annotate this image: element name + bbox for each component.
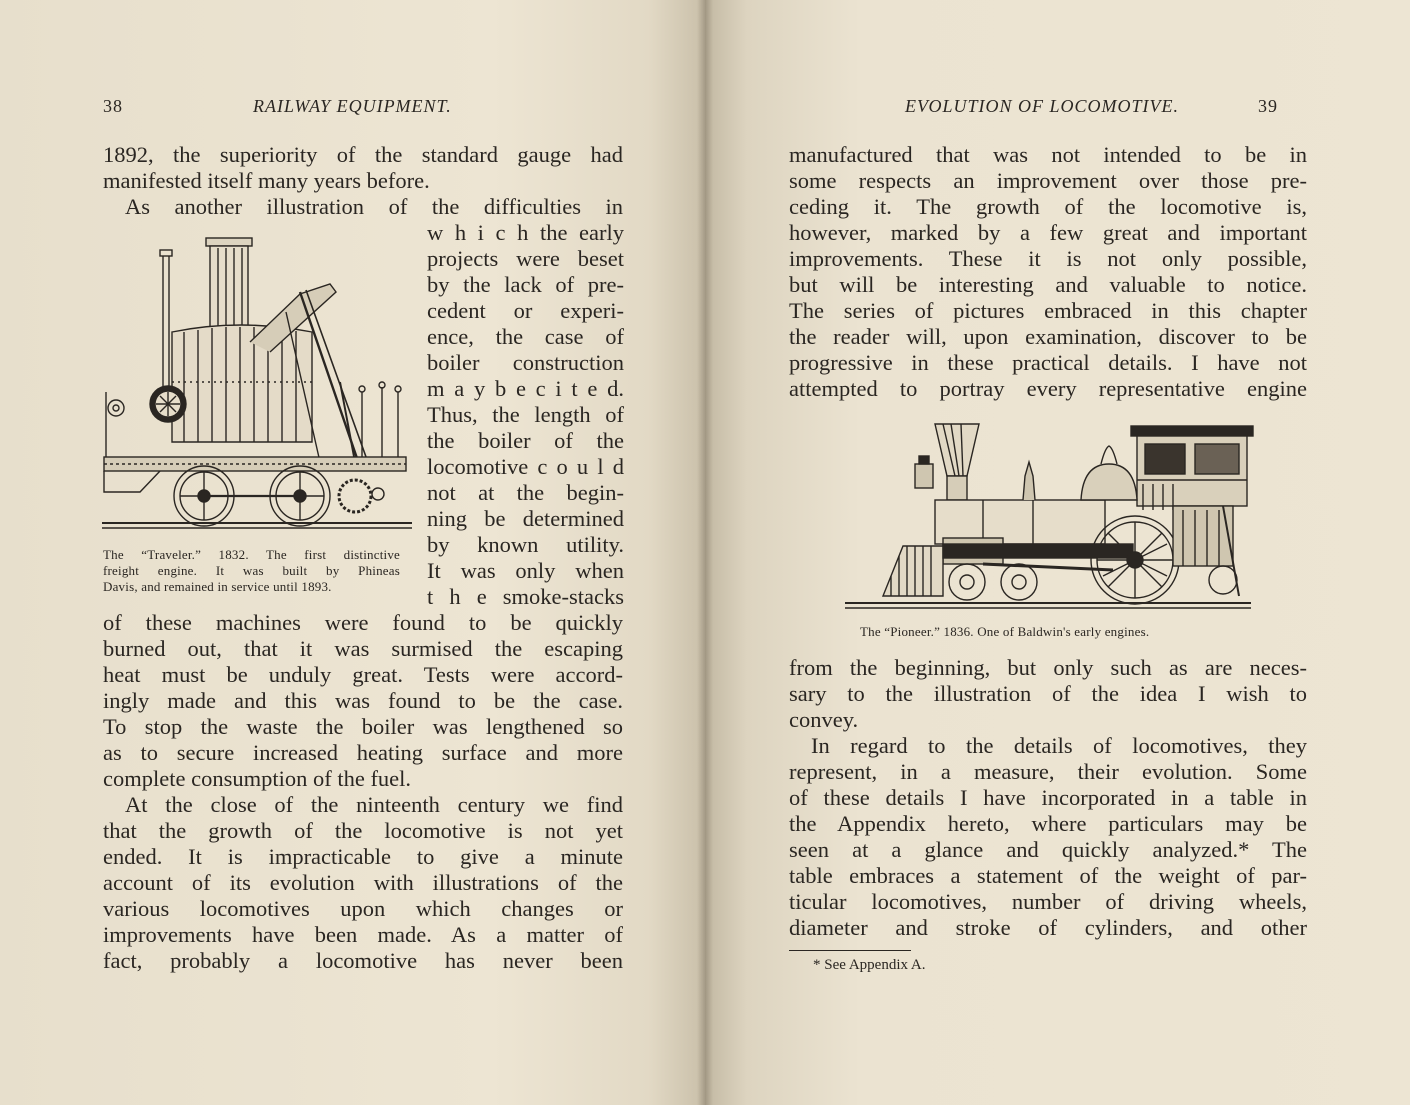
- right-page: [705, 0, 1410, 1105]
- right-text-top: [789, 142, 1307, 402]
- pioneer-engine-image: [843, 420, 1255, 615]
- text-line: As another illustration of the difficulties in: [125, 194, 623, 219]
- text-line: In regard to the details of locomotives, they: [811, 733, 1307, 758]
- text-line: convey.: [789, 707, 859, 732]
- text-line: table embraces a statement of the weight of par-: [789, 863, 1307, 888]
- pioneer-engraving: [843, 420, 1255, 615]
- right-page-number: 39: [1258, 96, 1278, 116]
- text-line: the boiler of the: [427, 428, 624, 453]
- text-line: heat must be unduly great. Tests were accord-: [103, 662, 623, 687]
- text-line: Thus, the length of: [427, 402, 624, 427]
- text-line: the Appendix hereto, where particulars may be: [789, 811, 1307, 836]
- text-line: attempted to portray every representative engine: [789, 376, 1307, 401]
- text-line: represent, in a measure, their evolution. Some: [789, 759, 1307, 784]
- text-line: that the growth of the locomotive is not yet: [103, 818, 623, 843]
- text-line: m a y b e c i t e d.: [427, 376, 624, 401]
- footnote-rule: [789, 950, 911, 951]
- text-line: sary to the illustration of the idea I wish to: [789, 681, 1307, 706]
- text-line: At the close of the ninteenth century we find: [125, 792, 623, 817]
- text-line: seen at a glance and quickly analyzed.* The: [789, 837, 1307, 862]
- text-line: improvements have been made. As a matter of: [103, 922, 623, 947]
- text-line: but will be interesting and valuable to notice.: [789, 272, 1307, 297]
- text-line: ingly made and this was found to be the case.: [103, 688, 623, 713]
- text-line: It was only when: [427, 558, 624, 583]
- text-line: the reader will, upon examination, discover to be: [789, 324, 1307, 349]
- text-line: complete consumption of the fuel.: [103, 766, 412, 791]
- caption-line: The “Traveler.” 1832. The first distinctive: [103, 547, 400, 562]
- left-page-number: 38: [103, 96, 123, 116]
- footnote: * See Appendix A.: [813, 957, 926, 973]
- text-line: some respects an improvement over those pre-: [789, 168, 1307, 193]
- text-line: locomotive c o u l d: [427, 454, 624, 479]
- text-line: ticular locomotives, number of driving wheels,: [789, 889, 1307, 914]
- text-line: various locomotives upon which changes or: [103, 896, 623, 921]
- text-line: burned out, that it was surmised the escaping: [103, 636, 623, 661]
- pioneer-caption: The “Pioneer.” 1836. One of Baldwin's early engines.: [860, 624, 1150, 639]
- text-line: t h e smoke-stacks: [427, 584, 624, 609]
- text-line: 1892, the superiority of the standard gauge had: [103, 142, 623, 167]
- text-line: w h i c h the early: [427, 220, 624, 245]
- text-line: of these details I have incorporated in a table in: [789, 785, 1307, 810]
- text-line: fact, probably a locomotive has never been: [103, 948, 623, 973]
- caption-line: freight engine. It was built by Phineas: [103, 563, 400, 578]
- text-line: as to secure increased heating surface and more: [103, 740, 623, 765]
- text-line: ceding it. The growth of the locomotive is,: [789, 194, 1307, 219]
- traveler-engine-image: [100, 232, 415, 532]
- book-gutter: [697, 0, 713, 1105]
- text-line: boiler construction: [427, 350, 624, 375]
- text-line: diameter and stroke of cylinders, and other: [789, 915, 1307, 940]
- right-running-title: EVOLUTION OF LOCOMOTIVE.: [905, 96, 1179, 116]
- text-line: however, marked by a few great and important: [789, 220, 1307, 245]
- text-line: To stop the waste the boiler was lengthened so: [103, 714, 623, 739]
- left-running-title: RAILWAY EQUIPMENT.: [253, 96, 452, 116]
- text-line: account of its evolution with illustrations of the: [103, 870, 623, 895]
- text-line: manufactured that was not intended to be in: [789, 142, 1307, 167]
- left-text-bottom: [103, 610, 623, 974]
- caption-line: Davis, and remained in service until 1893.: [103, 579, 332, 594]
- text-line: by the lack of pre-: [427, 272, 624, 297]
- text-line: ended. It is impracticable to give a minute: [103, 844, 623, 869]
- left-text-side: [427, 220, 624, 610]
- text-line: improvements. These it is not only possible,: [789, 246, 1307, 271]
- text-line: manifested itself many years before.: [103, 168, 430, 193]
- text-line: ning be determined: [427, 506, 624, 531]
- text-line: of these machines were found to be quickly: [103, 610, 623, 635]
- right-text-bottom: [789, 655, 1307, 941]
- text-line: not at the begin-: [427, 480, 624, 505]
- text-line: ence, the case of: [427, 324, 624, 349]
- text-line: cedent or experi-: [427, 298, 624, 323]
- left-text-top: [103, 142, 623, 220]
- traveler-engraving: [100, 232, 415, 532]
- text-line: The series of pictures embraced in this chapter: [789, 298, 1307, 323]
- text-line: projects were beset: [427, 246, 624, 271]
- text-line: from the beginning, but only such as are neces-: [789, 655, 1307, 680]
- text-line: by known utility.: [427, 532, 624, 557]
- text-line: progressive in these practical details. I have not: [789, 350, 1307, 375]
- traveler-caption: [103, 547, 400, 595]
